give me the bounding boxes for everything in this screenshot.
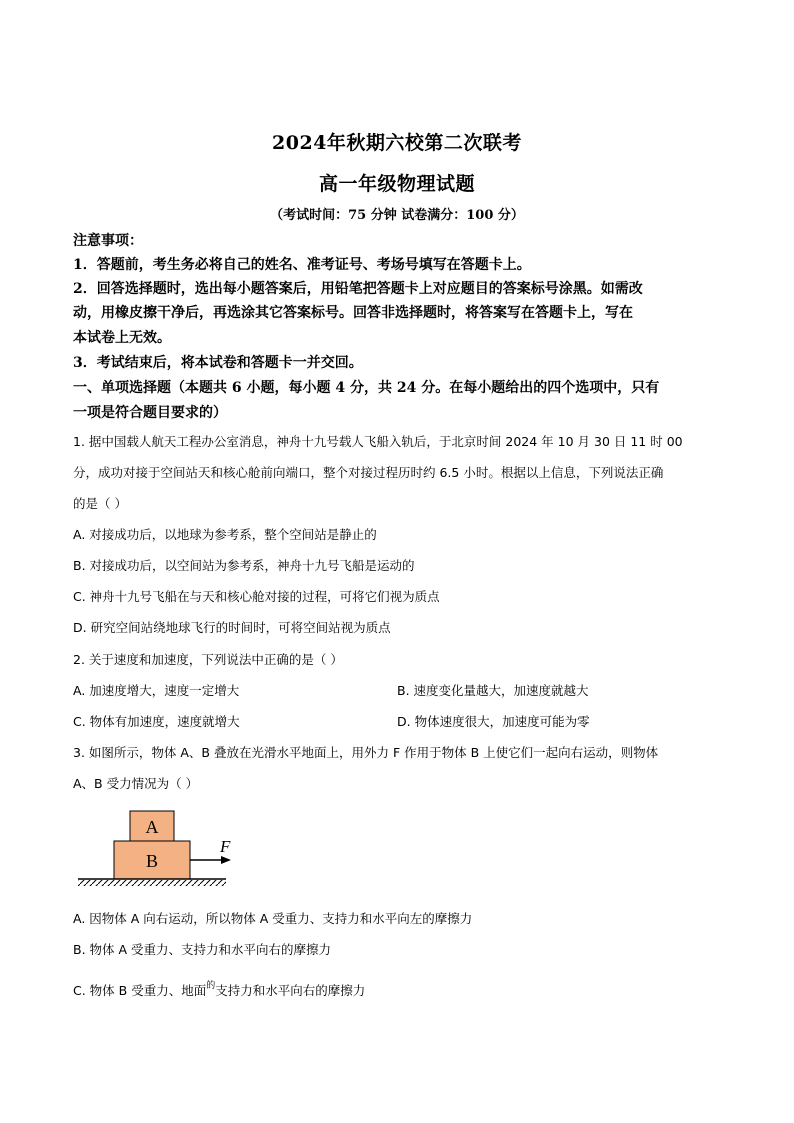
block-a-label: A (145, 817, 159, 837)
question-2-option-c: C. 物体有加速度，速度就增大 (73, 714, 240, 729)
question-1-stem: 1. 据中国载人航天工程办公室消息，神舟十九号载人飞船入轨后，于北京时间 2024 年 10 月 30 日 11 时 00 (73, 434, 683, 449)
block-b-label: B (145, 851, 159, 871)
blocks-figure (74, 806, 244, 890)
notice-item: 动，用橡皮擦干净后，再选涂其它答案标号。回答非选择题时，将答案写在答题卡上，写在 (73, 305, 633, 321)
ground-hatch (78, 880, 226, 886)
force-label: F (220, 837, 231, 856)
question-3-option-c (73, 978, 365, 999)
question-1-option-c: C. 神舟十九号飞船在与天和核心舱对接的过程，可将它们视为质点 (73, 589, 440, 604)
exam-title: 2024年秋期六校第二次联考 (272, 132, 522, 154)
option-c-superscript: 的 (206, 981, 216, 991)
notice-item: 2．回答选择题时，选出每小题答案后，用铅笔把答题卡上对应题目的答案标号涂黑。如需改 (73, 281, 643, 297)
question-1-stem: 的是（ ） (73, 496, 127, 511)
question-1-option-a: A. 对接成功后，以地球为参考系，整个空间站是静止的 (73, 527, 377, 542)
question-2-option-b: B. 速度变化量越大，加速度就越大 (397, 683, 589, 698)
section-heading: 一、单项选择题（本题共 6 小题，每小题 4 分，共 24 分。在每小题给出的四个选项中，只有 (73, 380, 660, 396)
force-arrow-head (221, 856, 231, 864)
exam-subtitle: 高一年级物理试题 (318, 173, 475, 195)
question-1-stem: 分，成功对接于空间站天和核心舱前向端口，整个对接过程历时约 6.5 小时。根据以上信息，下列说法正确 (73, 465, 664, 480)
question-2-stem: 2. 关于速度和加速度，下列说法中正确的是（ ） (73, 652, 343, 667)
section-heading-cont: 一项是符合题目要求的） (73, 405, 227, 421)
notice-heading: 注意事项： (73, 233, 143, 249)
question-3-option-a: A. 因物体 A 向右运动，所以物体 A 受重力、支持力和水平向左的摩擦力 (73, 911, 473, 926)
question-1-option-b: B. 对接成功后，以空间站为参考系，神舟十九号飞船是运动的 (73, 558, 415, 573)
notice-item: 1．答题前，考生务必将自己的姓名、准考证号、考场号填写在答题卡上。 (73, 257, 531, 273)
question-2-option-a: A. 加速度增大，速度一定增大 (73, 683, 240, 698)
question-3-stem: 3. 如图所示，物体 A、B 叠放在光滑水平地面上，用外力 F 作用于物体 B 上使它们一起向右运动，则物体 (73, 745, 659, 760)
exam-info: （考试时间：75 分钟 试卷满分：100 分） (270, 208, 524, 223)
notice-item: 3．考试结束后，将本试卷和答题卡一并交回。 (73, 355, 363, 371)
option-c-text-cont: 支持力和水平向右的摩擦力 (215, 983, 366, 998)
question-2-option-d: D. 物体速度很大，加速度可能为零 (397, 714, 590, 729)
option-c-text: C. 物体 B 受重力、地面 (73, 983, 207, 998)
question-1-option-d: D. 研究空间站绕地球飞行的时间时，可将空间站视为质点 (73, 620, 391, 635)
notice-item: 本试卷上无效。 (73, 330, 171, 346)
question-3-stem: A、B 受力情况为（ ） (73, 776, 199, 791)
question-3-option-b: B. 物体 A 受重力、支持力和水平向右的摩擦力 (73, 942, 332, 957)
